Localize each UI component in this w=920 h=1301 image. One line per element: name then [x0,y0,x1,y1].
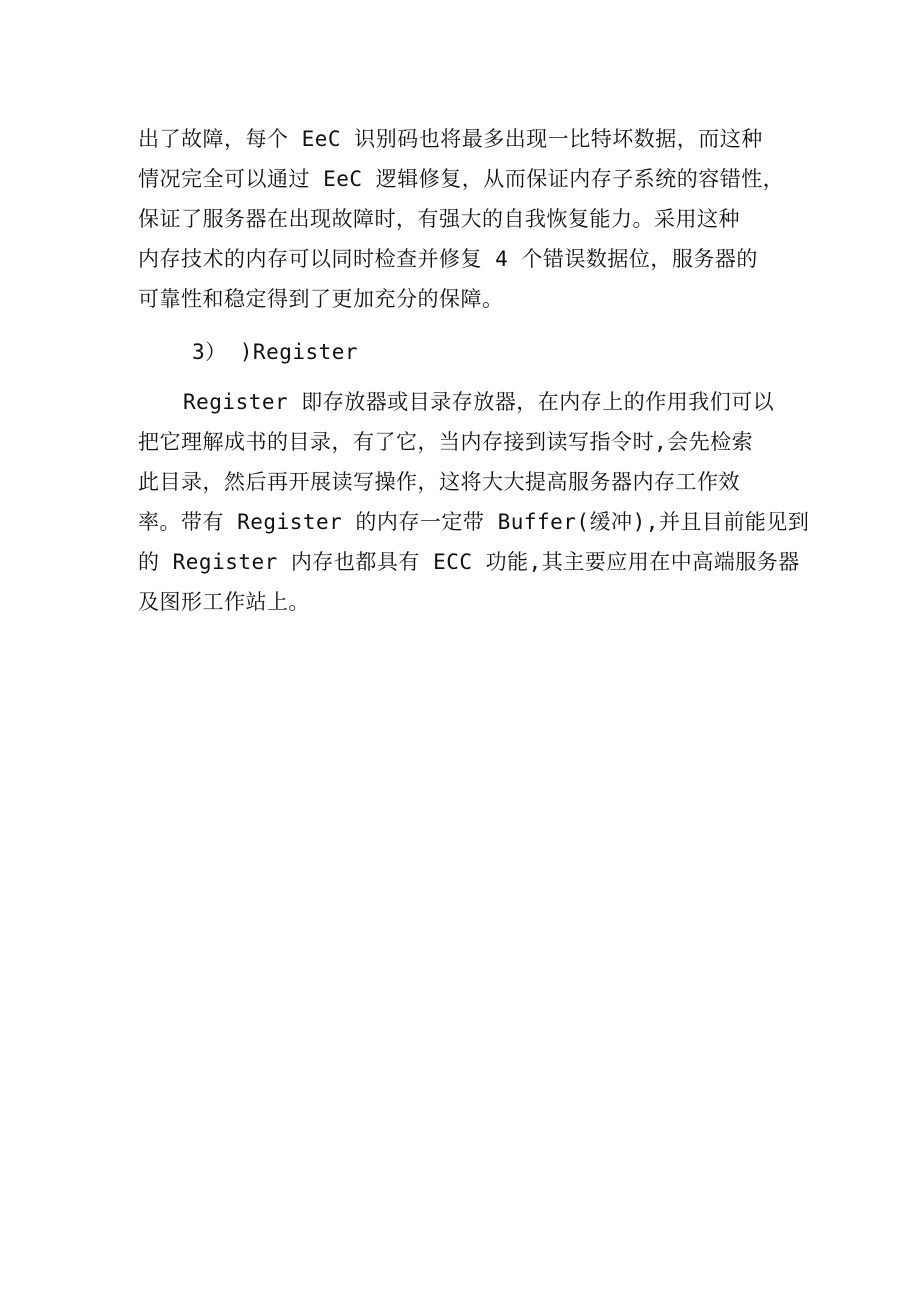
paragraph-line: 内存技术的内存可以同时检查并修复 4 个错误数据位，服务器的 [138,247,758,271]
paragraph-line: 及图形工作站上。 [138,590,310,614]
paragraph-line: 出了故障，每个 EeC 识别码也将最多出现一比特坏数据，而这种 [138,127,763,151]
paragraph-line: 率。带有 Register 的内存一定带 Buffer(缓冲),并且目前能见到 [138,510,810,534]
section-heading: 3） )Register [192,340,359,364]
paragraph-line: 此目录，然后再开展读写操作，这将大大提高服务器内存工作效 [138,470,740,494]
paragraph-line: 情况完全可以通过 EeC 逻辑修复，从而保证内存子系统的容错性， [138,167,785,191]
paragraph-line: 可靠性和稳定得到了更加充分的保障。 [138,287,504,311]
paragraph-line: 保证了服务器在出现故障时，有强大的自我恢复能力。采用这种 [138,207,740,231]
paragraph-line: 的 Register 内存也都具有 ECC 功能,其主要应用在中高端服务器 [138,550,800,574]
paragraph-line: Register 即存放器或目录存放器，在内存上的作用我们可以 [183,390,775,414]
paragraph-line: 把它理解成书的目录，有了它，当内存接到读写指令时,会先检索 [138,430,754,454]
